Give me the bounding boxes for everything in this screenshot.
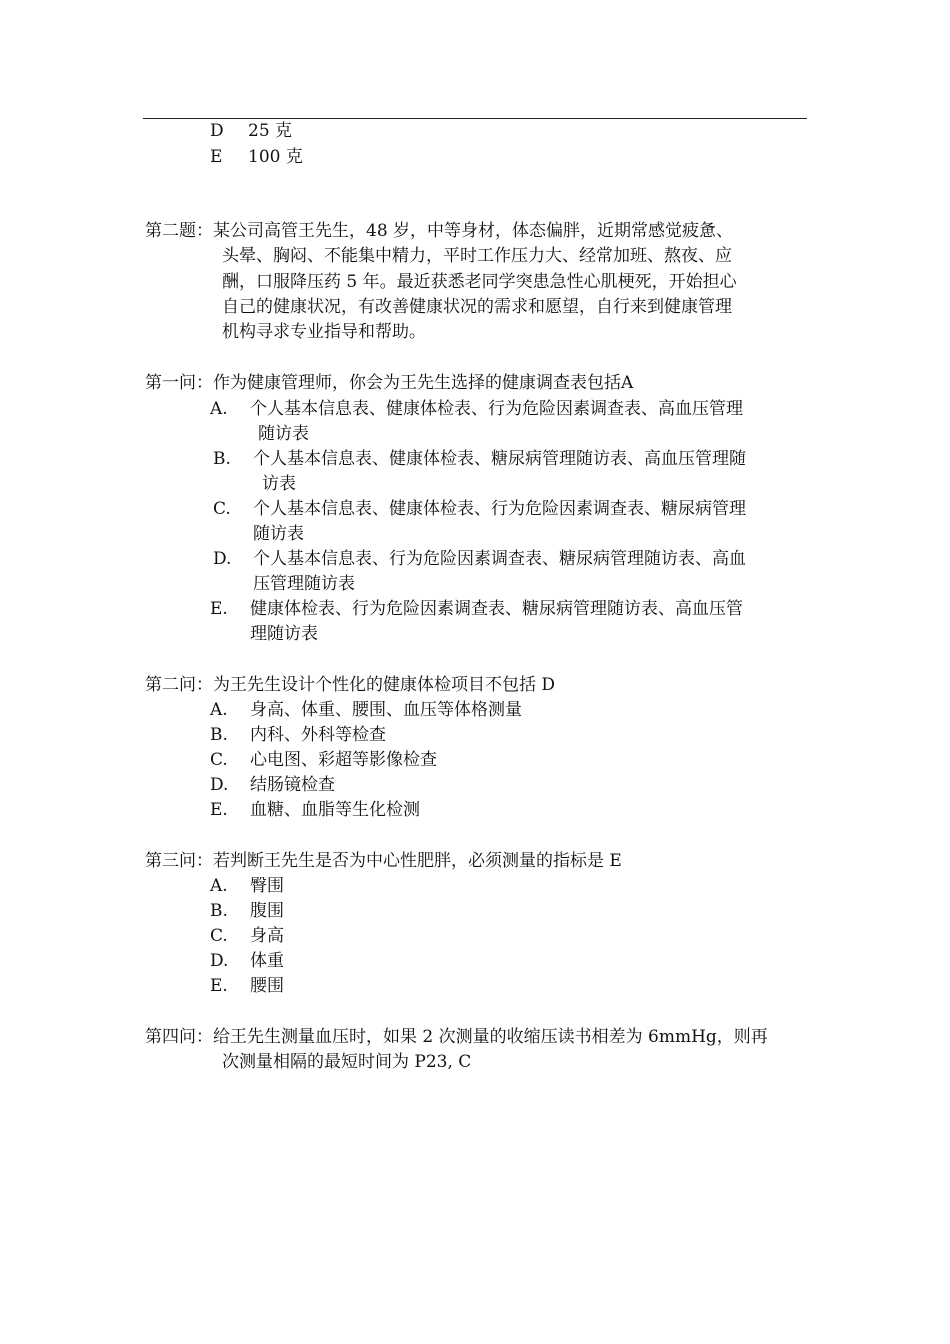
list-item	[210, 950, 284, 972]
option-letter: A.	[210, 876, 228, 896]
option-letter: B.	[210, 725, 228, 745]
case-text-line: 头晕、胸闷、不能集中精力，平时工作压力大、经常加班、熬夜、应	[222, 246, 732, 266]
question-text: 作为健康管理师，你会为王先生选择的健康调查表包括A	[213, 373, 634, 393]
option-text: 臀围	[250, 876, 284, 896]
case-text-line: 自己的健康状况，有改善健康状况的需求和愿望，自行来到健康管理	[222, 297, 732, 317]
option-text-continued: 理随访表	[250, 624, 318, 644]
option-letter: E	[210, 147, 223, 167]
question-label: 第一问：	[145, 373, 213, 393]
option-letter: D.	[210, 951, 229, 971]
case-label: 第二题：	[145, 221, 213, 241]
option-text: 25 克	[248, 121, 293, 141]
option-text-continued: 访表	[262, 474, 296, 494]
option-letter: D	[210, 121, 224, 141]
option-text: 身高	[250, 926, 284, 946]
option-text: 个人基本信息表、健康体检表、行为危险因素调查表、高血压管理	[250, 399, 743, 419]
option-letter: C.	[213, 499, 231, 519]
list-item	[210, 398, 743, 420]
option-letter: B.	[210, 901, 228, 921]
list-item	[213, 498, 746, 520]
list-item	[210, 146, 303, 168]
option-text: 100 克	[248, 147, 303, 167]
option-text-continued: 随访表	[253, 524, 304, 544]
option-letter: A.	[210, 399, 228, 419]
option-letter: E.	[210, 800, 228, 820]
question-stem	[145, 1026, 768, 1048]
option-letter: D.	[210, 775, 229, 795]
option-letter: E.	[210, 976, 228, 996]
question-label: 第三问：	[145, 851, 213, 871]
list-item	[213, 548, 746, 570]
list-item	[210, 774, 335, 796]
list-item	[210, 875, 284, 897]
option-letter: E.	[210, 599, 228, 619]
question-label: 第四问：	[145, 1027, 213, 1047]
option-text: 个人基本信息表、健康体检表、糖尿病管理随访表、高血压管理随	[253, 449, 746, 469]
option-text-continued: 压管理随访表	[253, 574, 355, 594]
question-stem	[145, 372, 633, 394]
option-letter: C.	[210, 750, 228, 770]
question-stem	[145, 850, 622, 872]
question-text-continued: 次测量相隔的最短时间为 P23, C	[222, 1052, 472, 1072]
option-text: 血糖、血脂等生化检测	[250, 800, 420, 820]
option-text: 腰围	[250, 976, 284, 996]
option-letter: B.	[213, 449, 231, 469]
option-text: 腹围	[250, 901, 284, 921]
option-letter: C.	[210, 926, 228, 946]
top-rule	[143, 118, 807, 119]
option-text: 健康体检表、行为危险因素调查表、糖尿病管理随访表、高血压管	[250, 599, 743, 619]
option-letter: A.	[210, 700, 228, 720]
list-item	[210, 699, 522, 721]
list-item	[210, 975, 284, 997]
option-text: 个人基本信息表、行为危险因素调查表、糖尿病管理随访表、高血	[253, 549, 746, 569]
question-stem	[145, 674, 555, 696]
question-label: 第二问：	[145, 675, 213, 695]
option-text: 体重	[250, 951, 284, 971]
case-text-line: 酬，口服降压药 5 年。最近获悉老同学突患急性心肌梗死，开始担心	[222, 272, 737, 292]
list-item	[210, 900, 284, 922]
option-text: 结肠镜检查	[250, 775, 335, 795]
case-heading	[145, 220, 733, 242]
case-text-line: 某公司高管王先生，48 岁，中等身材，体态偏胖，近期常感觉疲惫、	[213, 221, 734, 241]
question-text: 若判断王先生是否为中心性肥胖，必须测量的指标是 E	[213, 851, 622, 871]
list-item	[210, 749, 437, 771]
option-text-continued: 随访表	[258, 424, 309, 444]
list-item	[210, 799, 420, 821]
case-text-line: 机构寻求专业指导和帮助。	[222, 322, 426, 342]
list-item	[210, 598, 743, 620]
option-letter: D.	[213, 549, 232, 569]
option-text: 身高、体重、腰围、血压等体格测量	[250, 700, 522, 720]
question-text: 为王先生设计个性化的健康体检项目不包括 D	[213, 675, 556, 695]
list-item	[210, 120, 292, 142]
option-text: 内科、外科等检查	[250, 725, 386, 745]
list-item	[210, 724, 386, 746]
list-item	[210, 925, 284, 947]
option-text: 个人基本信息表、健康体检表、行为危险因素调查表、糖尿病管理	[253, 499, 746, 519]
question-text: 给王先生测量血压时，如果 2 次测量的收缩压读书相差为 6mmHg，则再	[213, 1027, 768, 1047]
list-item	[213, 448, 746, 470]
option-text: 心电图、彩超等影像检查	[250, 750, 437, 770]
